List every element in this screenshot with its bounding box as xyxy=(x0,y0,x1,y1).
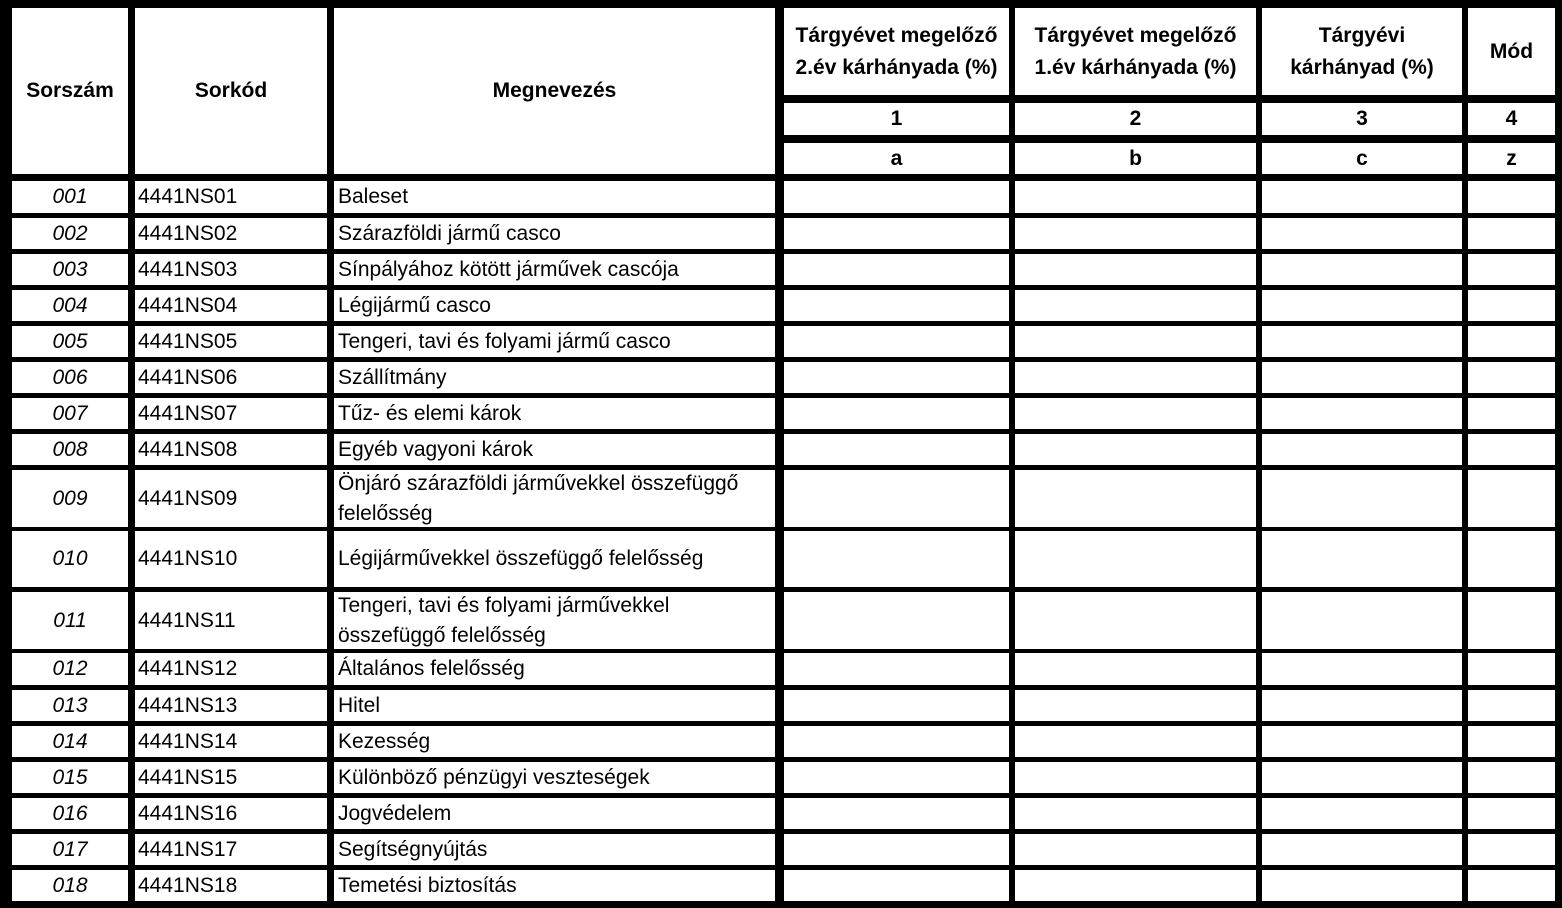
row-number-text: 010 xyxy=(52,547,88,570)
row-number-text: 014 xyxy=(52,729,88,753)
header-col-c xyxy=(1262,8,1462,95)
row-number xyxy=(12,290,128,321)
row-number xyxy=(12,870,128,901)
row-number xyxy=(12,762,128,793)
row-code xyxy=(135,726,327,757)
row-number xyxy=(12,254,128,285)
value-cell-b[interactable] xyxy=(1015,398,1256,429)
value-cell-z[interactable] xyxy=(1468,762,1555,793)
row-name-text: Tengeri, tavi és folyami jármű casco xyxy=(338,329,671,353)
value-cell-z[interactable] xyxy=(1468,254,1555,285)
value-cell-a[interactable] xyxy=(784,398,1009,429)
value-cell-b[interactable] xyxy=(1015,218,1256,249)
value-cell-b[interactable] xyxy=(1015,181,1256,213)
row-number xyxy=(12,834,128,865)
row-name xyxy=(334,326,775,357)
row-name-text: Jogvédelem xyxy=(338,801,452,825)
row-name xyxy=(334,592,775,649)
header-sorszam xyxy=(12,8,128,174)
value-cell-b[interactable] xyxy=(1015,653,1256,685)
value-cell-a[interactable] xyxy=(784,798,1009,829)
header-code-c xyxy=(1262,143,1462,174)
row-number xyxy=(12,653,128,685)
value-cell-z[interactable] xyxy=(1468,326,1555,357)
row-name-text: Kezesség xyxy=(338,729,431,753)
value-cell-c[interactable] xyxy=(1262,290,1462,321)
row-code xyxy=(135,531,327,587)
header-megnevezes xyxy=(334,8,775,174)
header-code-a-text: a xyxy=(890,146,903,170)
row-name xyxy=(334,290,775,321)
value-cell-a[interactable] xyxy=(784,726,1009,757)
value-cell-z[interactable] xyxy=(1468,690,1555,721)
value-cell-c[interactable] xyxy=(1262,798,1462,829)
value-cell-c[interactable] xyxy=(1262,362,1462,393)
row-code-text: 4441NS03 xyxy=(138,257,238,281)
value-cell-c[interactable] xyxy=(1262,726,1462,757)
row-code-text: 4441NS18 xyxy=(138,873,238,897)
row-code xyxy=(135,690,327,721)
header-col-c-text: Tárgyévi kárhányad (%) xyxy=(1290,23,1434,79)
value-cell-b[interactable] xyxy=(1015,362,1256,393)
value-cell-z[interactable] xyxy=(1468,870,1555,901)
value-cell-z[interactable] xyxy=(1468,834,1555,865)
row-code xyxy=(135,434,327,465)
row-number-text: 015 xyxy=(52,765,88,789)
row-name-text: Légijárművekkel összefüggő felelősség xyxy=(338,547,704,570)
value-cell-a[interactable] xyxy=(784,470,1009,527)
value-cell-z[interactable] xyxy=(1468,726,1555,757)
header-number-2-text: 2 xyxy=(1129,107,1142,130)
value-cell-z[interactable] xyxy=(1468,592,1555,649)
row-name xyxy=(334,218,775,249)
value-cell-b[interactable] xyxy=(1015,254,1256,285)
row-code-text: 4441NS04 xyxy=(138,293,238,317)
header-number-4 xyxy=(1468,103,1555,135)
row-number xyxy=(12,181,128,213)
value-cell-c[interactable] xyxy=(1262,470,1462,527)
value-cell-c[interactable] xyxy=(1262,398,1462,429)
value-cell-c[interactable] xyxy=(1262,653,1462,685)
row-code-text: 4441NS12 xyxy=(138,657,238,680)
row-code xyxy=(135,470,327,527)
value-cell-z[interactable] xyxy=(1468,653,1555,685)
value-cell-b[interactable] xyxy=(1015,531,1256,587)
row-name-text: Baleset xyxy=(338,185,409,208)
row-number xyxy=(12,218,128,249)
value-cell-a[interactable] xyxy=(784,290,1009,321)
row-name xyxy=(334,254,775,285)
row-number-text: 007 xyxy=(52,401,88,425)
header-number-1 xyxy=(784,103,1009,135)
value-cell-b[interactable] xyxy=(1015,326,1256,357)
value-cell-c[interactable] xyxy=(1262,531,1462,587)
header-col-b xyxy=(1015,8,1256,95)
value-cell-a[interactable] xyxy=(784,653,1009,685)
header-col-z xyxy=(1468,8,1555,95)
value-cell-a[interactable] xyxy=(784,690,1009,721)
row-number xyxy=(12,398,128,429)
value-cell-c[interactable] xyxy=(1262,181,1462,213)
row-number-text: 004 xyxy=(52,293,88,317)
value-cell-b[interactable] xyxy=(1015,834,1256,865)
value-cell-b[interactable] xyxy=(1015,592,1256,649)
row-number-text: 013 xyxy=(52,693,88,717)
value-cell-z[interactable] xyxy=(1468,398,1555,429)
row-code-text: 4441NS16 xyxy=(138,801,238,825)
row-number-text: 009 xyxy=(52,486,88,510)
header-number-4-text: 4 xyxy=(1505,107,1518,130)
row-name xyxy=(334,181,775,213)
row-code-text: 4441NS07 xyxy=(138,401,238,425)
row-number-text: 018 xyxy=(52,873,88,897)
value-cell-c[interactable] xyxy=(1262,870,1462,901)
row-code-text: 4441NS11 xyxy=(138,608,236,632)
value-cell-a[interactable] xyxy=(784,870,1009,901)
row-number xyxy=(12,531,128,587)
header-number-3 xyxy=(1262,103,1462,135)
row-name-text: Általános felelősség xyxy=(338,657,525,680)
value-cell-c[interactable] xyxy=(1262,834,1462,865)
row-code xyxy=(135,326,327,357)
row-name xyxy=(334,470,775,527)
value-cell-c[interactable] xyxy=(1262,218,1462,249)
header-code-z xyxy=(1468,143,1555,174)
row-code xyxy=(135,254,327,285)
value-cell-b[interactable] xyxy=(1015,726,1256,757)
row-name xyxy=(334,653,775,685)
row-name xyxy=(334,398,775,429)
row-code xyxy=(135,290,327,321)
value-cell-z[interactable] xyxy=(1468,470,1555,527)
value-cell-c[interactable] xyxy=(1262,326,1462,357)
row-code xyxy=(135,398,327,429)
row-number-text: 011 xyxy=(53,608,87,632)
value-cell-z[interactable] xyxy=(1468,290,1555,321)
row-name-text: Légijármű casco xyxy=(338,293,491,317)
row-number-text: 016 xyxy=(52,801,88,825)
row-name xyxy=(334,870,775,901)
header-code-c-text: c xyxy=(1356,146,1368,170)
header-sorszam-text: Sorszám xyxy=(26,79,114,102)
row-code-text: 4441NS14 xyxy=(138,729,238,753)
row-code-text: 4441NS13 xyxy=(138,693,238,717)
value-cell-b[interactable] xyxy=(1015,290,1256,321)
row-code xyxy=(135,592,327,649)
value-cell-b[interactable] xyxy=(1015,762,1256,793)
row-number-text: 012 xyxy=(52,657,88,680)
row-name xyxy=(334,798,775,829)
value-cell-z[interactable] xyxy=(1468,434,1555,465)
value-cell-a[interactable] xyxy=(784,834,1009,865)
header-number-1-text: 1 xyxy=(890,107,903,130)
header-code-b-text: b xyxy=(1129,146,1142,170)
row-code-text: 4441NS08 xyxy=(138,437,238,461)
value-cell-c[interactable] xyxy=(1262,592,1462,649)
row-name xyxy=(334,762,775,793)
value-cell-c[interactable] xyxy=(1262,762,1462,793)
row-code xyxy=(135,870,327,901)
value-cell-b[interactable] xyxy=(1015,434,1256,465)
row-number-text: 005 xyxy=(52,329,88,353)
row-name-text: Temetési biztosítás xyxy=(338,873,517,897)
row-code-text: 4441NS01 xyxy=(138,185,238,208)
row-name xyxy=(334,531,775,587)
row-name xyxy=(334,362,775,393)
row-number xyxy=(12,798,128,829)
row-number xyxy=(12,592,128,649)
value-cell-a[interactable] xyxy=(784,434,1009,465)
value-cell-c[interactable] xyxy=(1262,434,1462,465)
header-sorkod xyxy=(135,8,327,174)
header-col-b-text: Tárgyévet megelőző 1.év kárhányada (%) xyxy=(1034,23,1237,79)
value-cell-z[interactable] xyxy=(1468,218,1555,249)
header-code-z-text: z xyxy=(1506,146,1517,170)
value-cell-b[interactable] xyxy=(1015,798,1256,829)
value-cell-z[interactable] xyxy=(1468,362,1555,393)
row-number-text: 001 xyxy=(52,185,88,208)
row-code-text: 4441NS17 xyxy=(138,837,238,861)
row-name xyxy=(334,434,775,465)
row-number-text: 003 xyxy=(52,257,88,281)
row-code xyxy=(135,362,327,393)
row-number xyxy=(12,434,128,465)
row-number-text: 017 xyxy=(52,837,88,861)
header-number-3-text: 3 xyxy=(1356,107,1368,130)
row-code-text: 4441NS06 xyxy=(138,365,238,389)
row-number-text: 002 xyxy=(52,221,88,245)
row-code xyxy=(135,653,327,685)
value-cell-z[interactable] xyxy=(1468,798,1555,829)
row-code xyxy=(135,798,327,829)
header-code-a xyxy=(784,143,1009,174)
value-cell-c[interactable] xyxy=(1262,690,1462,721)
row-name-text: Szállítmány xyxy=(338,365,447,389)
value-cell-a[interactable] xyxy=(784,326,1009,357)
header-sorkod-text: Sorkód xyxy=(194,79,268,102)
header-megnevezes-text: Megnevezés xyxy=(492,79,617,102)
value-cell-c[interactable] xyxy=(1262,254,1462,285)
value-cell-a[interactable] xyxy=(784,592,1009,649)
value-cell-a[interactable] xyxy=(784,254,1009,285)
row-name-text: Egyéb vagyoni károk xyxy=(338,437,533,461)
row-name-text: Szárazföldi jármű casco xyxy=(338,221,561,245)
row-number xyxy=(12,726,128,757)
row-code-text: 4441NS15 xyxy=(138,765,238,789)
row-name-text: Sínpályához kötött járművek cascója xyxy=(338,257,679,281)
row-name-text: Önjáró szárazföldi járművekkel összefüggő felelősség xyxy=(338,471,739,525)
row-code xyxy=(135,218,327,249)
row-code-text: 4441NS10 xyxy=(138,547,238,570)
row-name xyxy=(334,690,775,721)
value-cell-z[interactable] xyxy=(1468,181,1555,213)
value-cell-a[interactable] xyxy=(784,362,1009,393)
value-cell-a[interactable] xyxy=(784,762,1009,793)
row-code xyxy=(135,181,327,213)
value-cell-b[interactable] xyxy=(1015,470,1256,527)
header-number-2 xyxy=(1015,103,1256,135)
row-number-text: 008 xyxy=(52,437,88,461)
row-name-text: Hitel xyxy=(338,693,381,717)
row-code-text: 4441NS02 xyxy=(138,221,238,245)
value-cell-b[interactable] xyxy=(1015,870,1256,901)
header-col-a xyxy=(784,8,1009,95)
row-number-text: 006 xyxy=(52,365,88,389)
value-cell-z[interactable] xyxy=(1468,531,1555,587)
value-cell-a[interactable] xyxy=(784,531,1009,587)
header-code-b xyxy=(1015,143,1256,174)
row-code-text: 4441NS05 xyxy=(138,329,238,353)
header-col-z-text: Mód xyxy=(1489,39,1534,63)
value-cell-a[interactable] xyxy=(784,218,1009,249)
value-cell-b[interactable] xyxy=(1015,690,1256,721)
row-code-text: 4441NS09 xyxy=(138,486,238,510)
row-number xyxy=(12,362,128,393)
row-name-text: Tengeri, tavi és folyami járművekkel összefüggő felelősség xyxy=(338,593,670,647)
row-name xyxy=(334,726,775,757)
row-name-text: Különböző pénzügyi veszteségek xyxy=(338,765,650,789)
row-number xyxy=(12,326,128,357)
row-number xyxy=(12,690,128,721)
value-cell-a[interactable] xyxy=(784,181,1009,213)
row-name xyxy=(334,834,775,865)
header-col-a-text: Tárgyévet megelőző 2.év kárhányada (%) xyxy=(795,23,998,79)
row-code xyxy=(135,762,327,793)
row-name-text: Segítségnyújtás xyxy=(338,837,488,861)
row-number xyxy=(12,470,128,527)
row-code xyxy=(135,834,327,865)
row-name-text: Tűz- és elemi károk xyxy=(338,401,522,425)
